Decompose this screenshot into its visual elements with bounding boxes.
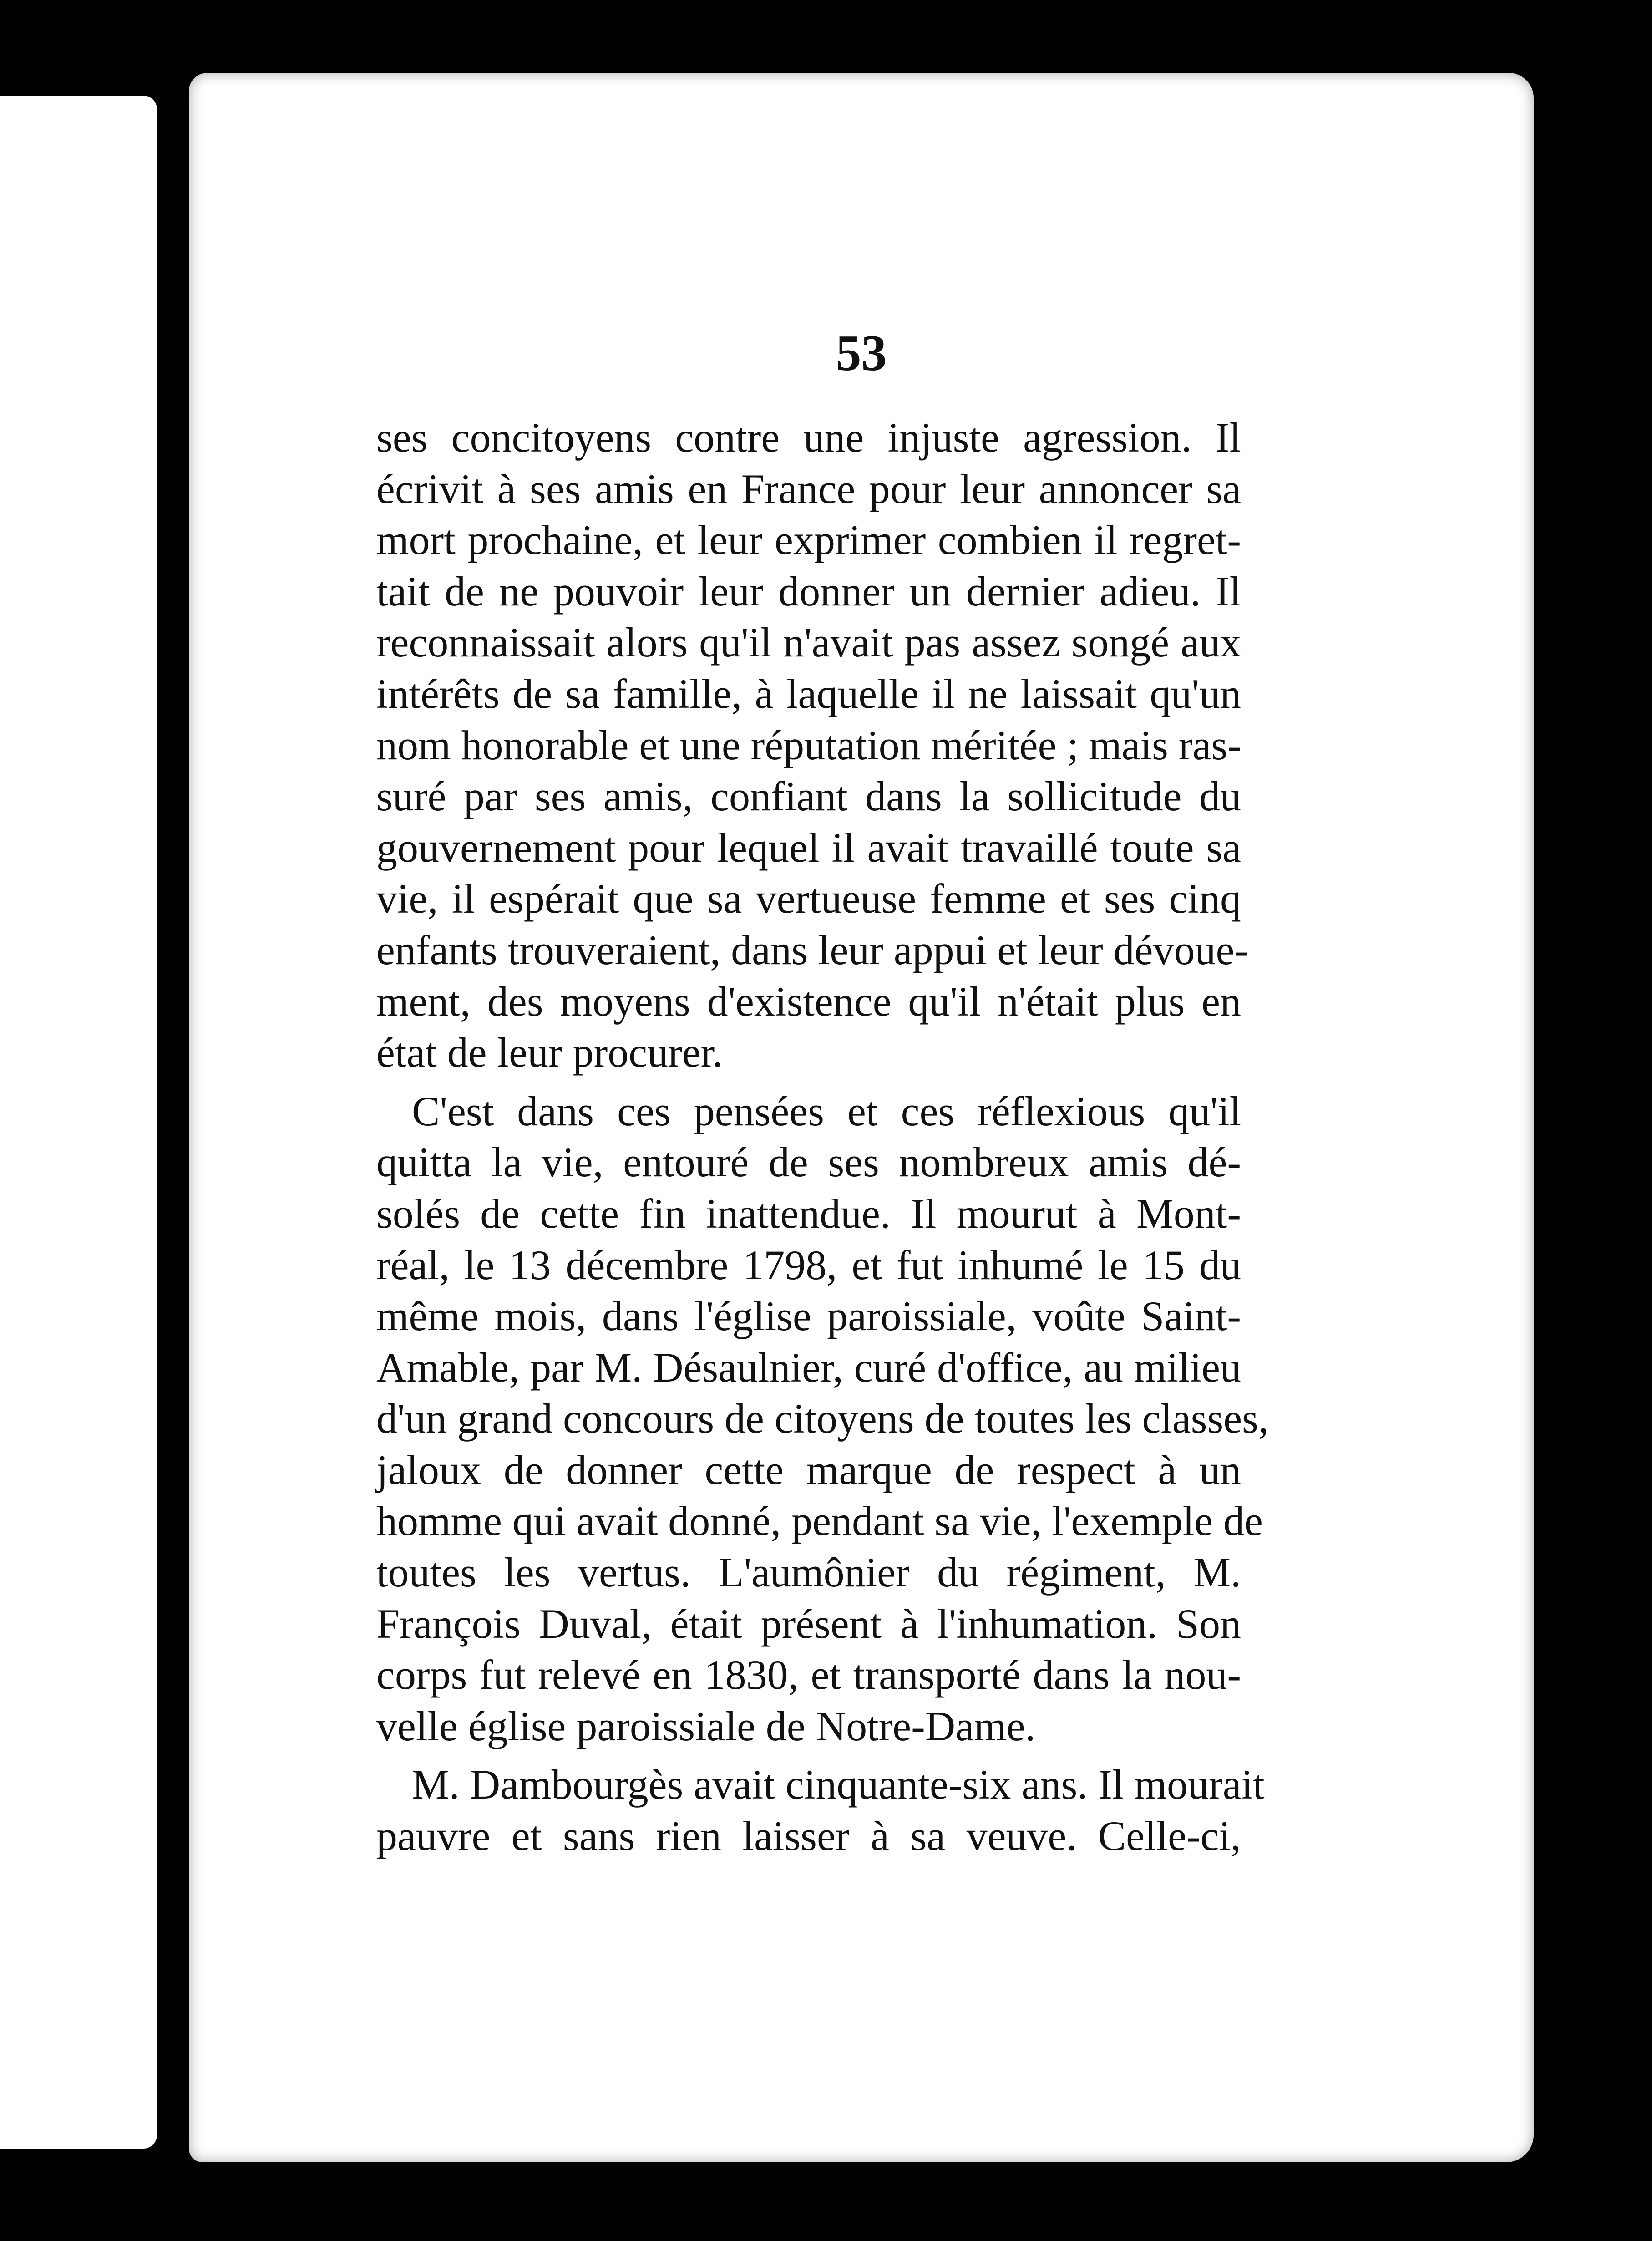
text-line: François Duval, était présent à l'inhumation. Son: [376, 1600, 1241, 1647]
text-line: pauvre et sans rien laisser à sa veuve. Celle-ci,: [376, 1813, 1241, 1860]
text-line: Amable, par M. Désaulnier, curé d'office, au milieu: [376, 1344, 1241, 1391]
text-line: état de leur procurer.: [376, 1029, 723, 1076]
page-body: [376, 412, 1269, 1862]
text-line: vie, il espérait que sa vertueuse femme et ses cinq: [376, 875, 1241, 922]
text-line: toutes les vertus. L'aumônier du régiment, M.: [376, 1549, 1241, 1596]
text-line: réal, le 13 décembre 1798, et fut inhumé le 15 du: [376, 1241, 1241, 1288]
text-line: d'un grand concours de citoyens de toutes les classes,: [376, 1395, 1269, 1442]
paragraph-3: [376, 1759, 1265, 1861]
paragraph-1: [376, 412, 1248, 1078]
text-line: velle église paroissiale de Notre-Dame.: [376, 1702, 1036, 1749]
text-line: solés de cette fin inattendue. Il mourut à Mont-: [376, 1190, 1241, 1237]
text-line: nom honorable et une réputation méritée ; mais ras-: [376, 722, 1242, 768]
paragraph-gap: [376, 1078, 1241, 1086]
text-line: écrivit à ses amis en France pour leur annoncer sa: [376, 465, 1241, 512]
page-number: 53: [836, 325, 887, 381]
text-line: enfants trouveraient, dans leur appui et leur dévoue-: [376, 926, 1248, 973]
text-line: reconnaissait alors qu'il n'avait pas assez songé aux: [376, 619, 1241, 666]
text-line: mort prochaine, et leur exprimer combien il regret-: [376, 517, 1241, 564]
text-line: homme qui avait donné, pendant sa vie, l'exemple de: [376, 1498, 1263, 1545]
text-line: suré par ses amis, confiant dans la sollicitude du: [376, 773, 1241, 820]
text-line: C'est dans ces pensées et ces réflexious qu'il: [412, 1087, 1241, 1134]
paragraph-gap: [376, 1752, 1241, 1759]
text-line: gouvernement pour lequel il avait travaillé toute sa: [376, 824, 1241, 871]
book-page: [189, 73, 1534, 2162]
text-line: intérêts de sa famille, à laquelle il ne laissait qu'un: [376, 670, 1241, 717]
text-line: jaloux de donner cette marque de respect à un: [376, 1446, 1241, 1493]
text-line: M. Dambourgès avait cinquante-six ans. Il mourait: [412, 1761, 1265, 1808]
text-line: même mois, dans l'église paroissiale, voûte Saint-: [376, 1293, 1241, 1340]
text-line: tait de ne pouvoir leur donner un dernier adieu. Il: [376, 568, 1241, 615]
paragraph-2: [376, 1086, 1269, 1752]
text-line: ment, des moyens d'existence qu'il n'était plus en: [376, 978, 1241, 1025]
text-line: ses concitoyens contre une injuste agression. Il: [376, 414, 1241, 461]
text-line: corps fut relevé en 1830, et transporté dans la nou-: [376, 1652, 1241, 1698]
facing-page-edge: [0, 96, 157, 2149]
text-line: quitta la vie, entouré de ses nombreux amis dé-: [376, 1139, 1241, 1186]
